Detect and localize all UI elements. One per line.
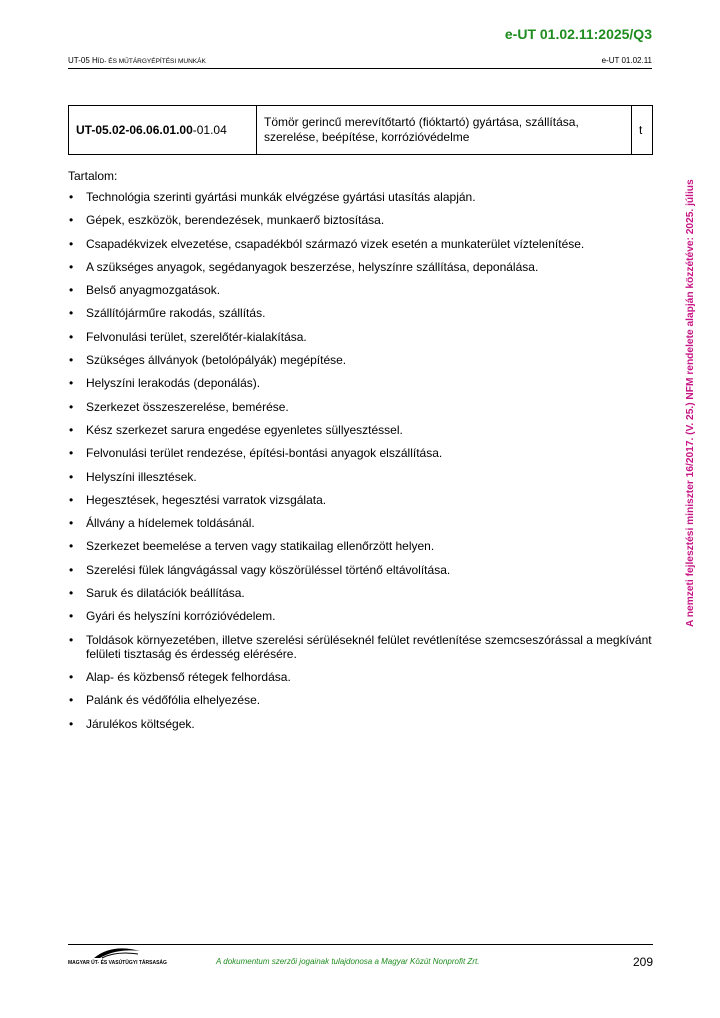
copyright-notice: A dokumentum szerzői jogainak tulajdonosa a Magyar Közút Nonprofit Zrt.: [216, 957, 480, 966]
publication-side-note: A nemzeti fejlesztési miniszter 16/2017. (V. 25.) NFM rendelete alapján közzétéve: 2025. július: [685, 179, 696, 627]
list-item: • Saruk és dilatációk beállítása.: [68, 586, 658, 600]
logo-text: MAGYAR ÚT- ÉS VASÚTÜGYI TÁRSASÁG: [68, 960, 167, 966]
list-item: • Járulékos költségek.: [68, 717, 658, 731]
list-item: • Kész szerkezet sarura engedése egyenletes süllyesztéssel.: [68, 423, 658, 437]
footer-logo: [68, 946, 168, 970]
list-item: • Toldások környezetében, illetve szerelési sérüléseknél felület revétlenítése szemcseszórással a megkívánt felületi tisztaság és érdesség elérésére.: [68, 633, 658, 661]
swoosh-logo-icon: [92, 946, 142, 960]
list-item: • Szerkezet beemelése a terven vagy statikailag ellenőrzött helyen.: [68, 539, 658, 553]
section-title-rest: ÍD- ÉS MŰTÁRGYÉPÍTÉSI MUNKÁK: [97, 58, 206, 65]
section-title: [68, 56, 206, 65]
list-item: • Felvonulási terület, szerelőtér-kialakítása.: [68, 330, 658, 344]
list-item: • A szükséges anyagok, segédanyagok beszerzése, helyszínre szállítása, deponálása.: [68, 260, 658, 274]
list-item: • Technológia szerinti gyártási munkák elvégzése gyártási utasítás alapján.: [68, 190, 658, 204]
document-code: e-UT 01.02.11:2025/Q3: [504, 26, 652, 42]
item-row: [69, 106, 653, 155]
list-item: • Szerelési fülek lángvágással vagy köszörüléssel történő eltávolítása.: [68, 563, 658, 577]
running-header: [68, 56, 652, 69]
page-number: 209: [632, 955, 653, 969]
list-item: • Helyszíni illesztések.: [68, 470, 658, 484]
list-item: • Gépek, eszközök, berendezések, munkaerő biztosítása.: [68, 213, 658, 227]
content-title: Tartalom:: [68, 169, 118, 183]
item-unit: t: [632, 106, 653, 155]
footer-divider: [68, 944, 653, 945]
list-item: • Szállítójárműre rakodás, szállítás.: [68, 306, 658, 320]
item-table: [68, 105, 653, 155]
item-description: Tömör gerincű merevítőtartó (fióktartó) gyártása, szállítása, szerelése, beépítése, korrózióvédelme: [257, 106, 632, 155]
content-list: [68, 190, 658, 731]
content-section: [68, 168, 658, 740]
list-item: • Belső anyagmozgatások.: [68, 283, 658, 297]
item-code-suffix: -01.04: [192, 123, 227, 137]
list-item: • Hegesztések, hegesztési varratok vizsgálata.: [68, 493, 658, 507]
list-item: • Helyszíni lerakodás (deponálás).: [68, 376, 658, 390]
item-code-cell: [69, 106, 257, 155]
list-item: • Gyári és helyszíni korrózióvédelem.: [68, 609, 658, 623]
list-item: • Csapadékvizek elvezetése, csapadékból származó vizek esetén a munkaterület víztelenítése.: [68, 237, 658, 251]
list-item: • Állvány a hídelemek toldásánál.: [68, 516, 658, 530]
list-item: • Felvonulási terület rendezése, építési-bontási anyagok elszállítása.: [68, 446, 658, 460]
item-code-bold: UT-05.02-06.06.01.00: [76, 123, 193, 137]
list-item: • Palánk és védőfólia elhelyezése.: [68, 693, 658, 707]
document-reference: e-UT 01.02.11: [601, 56, 652, 65]
section-title-prefix: UT-05 H: [68, 56, 98, 65]
list-item: • Alap- és közbenső rétegek felhordása.: [68, 670, 658, 684]
list-item: • Szükséges állványok (betolópályák) megépítése.: [68, 353, 658, 367]
list-item: • Szerkezet összeszerelése, bemérése.: [68, 400, 658, 414]
